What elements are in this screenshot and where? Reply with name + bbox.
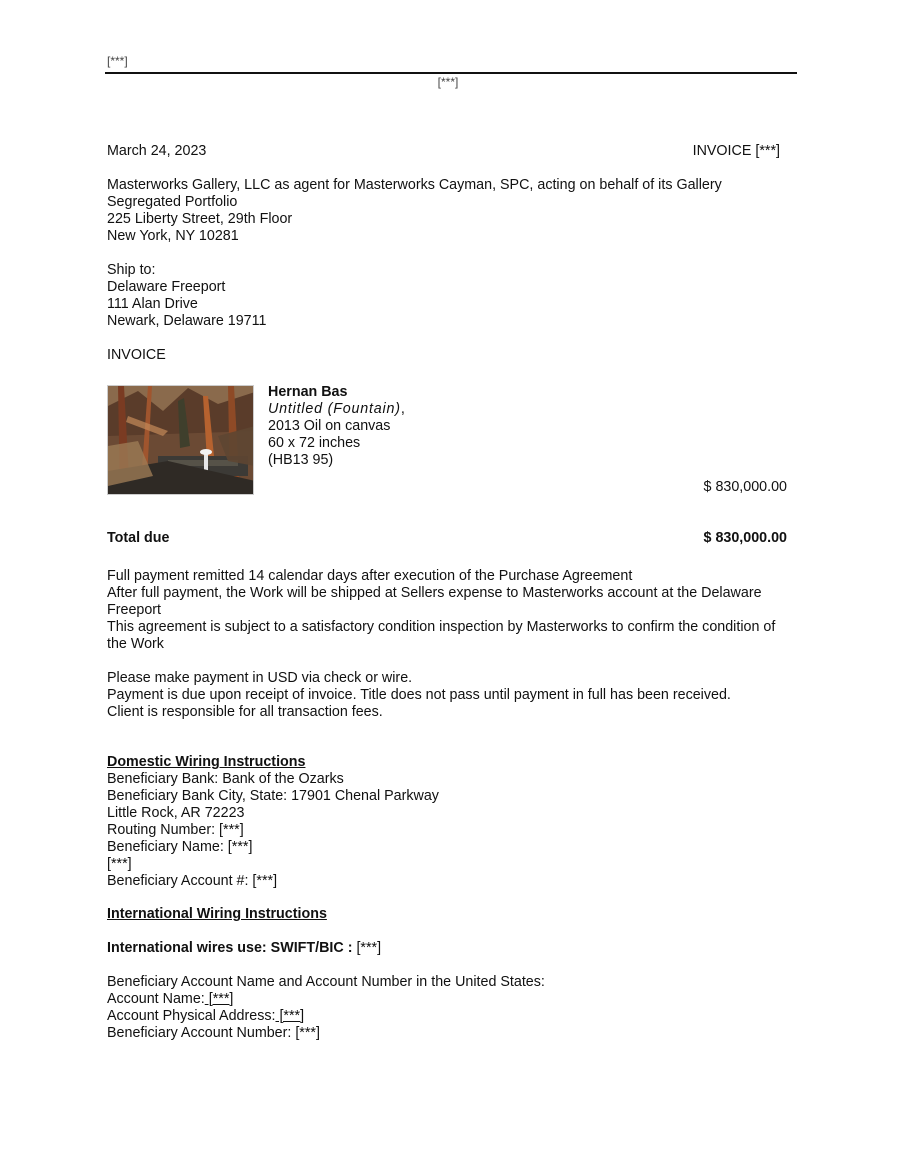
international-wiring-heading-block [107, 906, 807, 923]
artwork-details [268, 384, 405, 469]
artwork-title-line [268, 401, 405, 418]
payment-section [107, 670, 807, 721]
account-name-label: Account Name: [107, 991, 205, 1007]
payment-line-2: Payment is due upon receipt of invoice. Title does not pass until payment in full has been received. [107, 687, 731, 703]
seller-line-4: New York, NY 10281 [107, 228, 239, 244]
swift-label: International wires use: SWIFT/BIC : [107, 940, 357, 956]
artwork-title: Untitled (Fountain) [268, 401, 401, 417]
international-wiring-heading: International Wiring Instructions [107, 906, 327, 922]
swift-value: [***] [356, 940, 382, 956]
international-swift [107, 940, 807, 957]
seller-address [107, 177, 807, 245]
total-due-value: $ 830,000.00 [703, 530, 787, 546]
seller-line-1: Masterworks Gallery, LLC as agent for Masterworks Cayman, SPC, acting on behalf of its Gallery [107, 177, 722, 193]
account-address-value: [***] [275, 1008, 305, 1024]
total-due-label: Total due [107, 530, 170, 546]
artwork-price: $ 830,000.00 [703, 479, 787, 495]
seller-line-3: 225 Liberty Street, 29th Floor [107, 211, 293, 227]
terms-line-2: After full payment, the Work will be shipped at Sellers expense to Masterworks account at the Delaware Freeport [107, 585, 762, 618]
invoice-number: INVOICE [***] [692, 143, 780, 159]
domestic-bank-city: Beneficiary Bank City, State: 17901 Chenal Parkway [107, 788, 439, 804]
ship-to-city: Newark, Delaware 19711 [107, 313, 267, 329]
ship-to-address [107, 262, 807, 330]
account-address-label: Account Physical Address: [107, 1008, 276, 1024]
terms-section [107, 568, 799, 653]
domestic-city: Little Rock, AR 72223 [107, 805, 245, 821]
artwork-year-medium: 2013 Oil on canvas [268, 418, 391, 434]
ship-to-name: Delaware Freeport [107, 279, 226, 295]
payment-line-3: Client is responsible for all transaction fees. [107, 704, 383, 720]
account-name-value: [***] [204, 991, 234, 1007]
account-intro: Beneficiary Account Name and Account Number in the United States: [107, 974, 545, 990]
payment-line-1: Please make payment in USD via check or wire. [107, 670, 413, 686]
account-number: Beneficiary Account Number: [***] [107, 1025, 320, 1041]
domestic-account: Beneficiary Account #: [***] [107, 873, 278, 889]
artwork-catalog-number: (HB13 95) [268, 452, 334, 468]
section-title: INVOICE [107, 347, 166, 363]
ship-to-label: Ship to: [107, 262, 156, 278]
invoice-date: March 24, 2023 [107, 143, 207, 159]
artwork-image [107, 385, 254, 495]
seller-line-2: Segregated Portfolio [107, 194, 238, 210]
artwork-dimensions: 60 x 72 inches [268, 435, 361, 451]
artwork-artist: Hernan Bas [268, 384, 348, 400]
ship-to-street: 111 Alan Drive [107, 296, 198, 312]
domestic-bank: Beneficiary Bank: Bank of the Ozarks [107, 771, 344, 787]
domestic-wiring-section [107, 754, 807, 890]
artwork-title-suffix: , [400, 401, 405, 417]
domestic-wiring-heading: Domestic Wiring Instructions [107, 754, 306, 770]
header-redaction: [***] [107, 54, 128, 68]
terms-line-1: Full payment remitted 14 calendar days after execution of the Purchase Agreement [107, 568, 633, 584]
header-center-redaction: [***] [437, 75, 459, 89]
domestic-beneficiary-name: Beneficiary Name: [***] [107, 839, 253, 855]
domestic-routing: Routing Number: [***] [107, 822, 244, 838]
international-account-section [107, 974, 807, 1042]
domestic-redacted: [***] [107, 856, 132, 872]
terms-line-3: This agreement is subject to a satisfactory condition inspection by Masterworks to confirm the condition of the Work [107, 619, 776, 652]
